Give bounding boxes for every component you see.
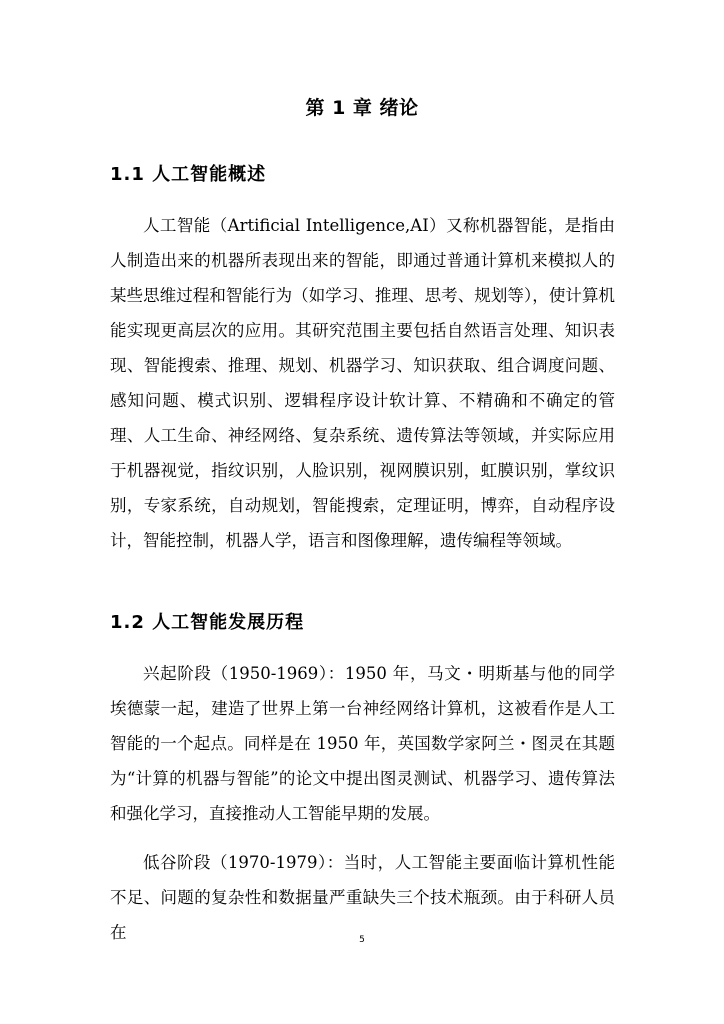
section-heading: 1.2 人工智能发展历程 bbox=[110, 612, 305, 633]
section-heading: 1.1 人工智能概述 bbox=[110, 164, 267, 185]
chapter-title: 第 1 章 绪论 bbox=[305, 97, 419, 119]
paragraph: 兴起阶段（1950-1969）：1950 年，马文・明斯基与他的同学埃德蒙一起，建造了世界上第一台神经网络计算机，这被看作是人工智能的一个起点。同样是在 1950 年，英国数学家阿兰・图灵在其题为“计算的机器与智能”的论文中提出图灵测试、机器学习、遗传算法和强化学习，直接推动人工智能早期的发展。 bbox=[110, 664, 615, 823]
paragraph: 人工智能（Artificial Intelligence,AI）又称机器智能，是指由人制造出来的机器所表现出来的智能，即通过普通计算机来模拟人的某些思维过程和智能行为（如学习、推理、思考、规划等），使计算机能实现更高层次的应用。其研究范围主要包括自然语言处理、知识表现、智能搜索、推理、规划、机器学习、知识获取、组合调度问题、感知问题、模式识别、逻辑程序设计软计算、不精确和不确定的管理、人工生命、神经网络、复杂系统、遗传算法等领域，并实际应用于机器视觉，指纹识别，人脸识别，视网膜识别，虹膜识别，掌纹识别，专家系统，自动规划，智能搜索，定理证明，博弈，自动程序设计，智能控制，机器人学，语言和图像理解，遗传编程等领域。 bbox=[110, 216, 615, 550]
page-number: 5 bbox=[359, 935, 365, 945]
paragraph: 低谷阶段（1970-1979）：当时，人工智能主要面临计算机性能不足、问题的复杂性和数据量严重缺失三个技术瓶颈。由于科研人员在 bbox=[110, 853, 615, 942]
